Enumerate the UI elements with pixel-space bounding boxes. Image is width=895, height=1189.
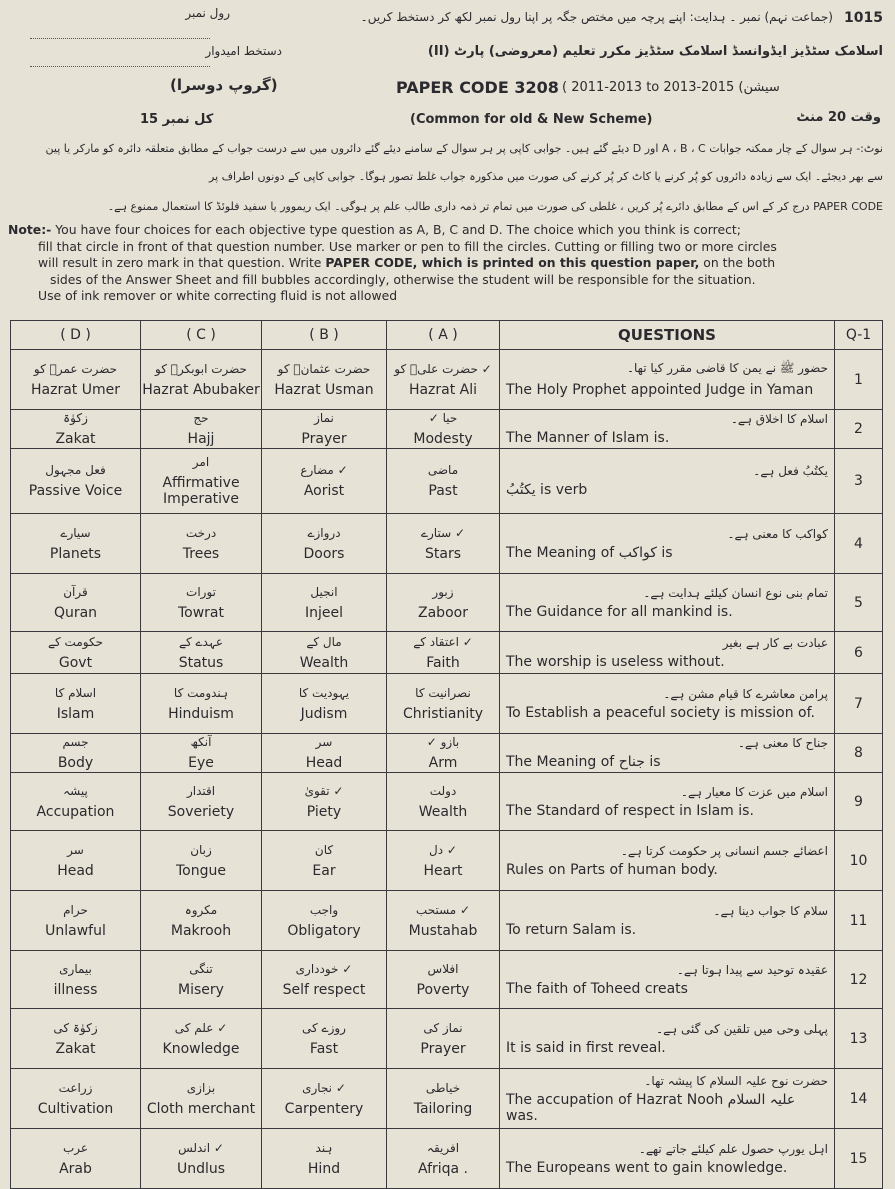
question-number: 6 (835, 632, 883, 674)
option-c (141, 350, 262, 410)
option-a-urdu: ✓ حضرت علیؓ کو (394, 361, 492, 376)
option-a-english: Poverty (416, 981, 470, 998)
option-a-english: Wealth (418, 803, 468, 820)
option-d-english: Zakat (55, 1040, 96, 1057)
roll-no-line (30, 38, 210, 39)
question-text (500, 773, 835, 831)
option-b (262, 1069, 387, 1129)
note-line5: Use of ink remover or white correcting fluid is not allowed (38, 288, 398, 304)
option-b-urdu: یہودیت کا (298, 685, 350, 700)
question-english: Rules on Parts of human body. (506, 861, 718, 878)
table-row (11, 514, 883, 574)
option-d (11, 674, 141, 734)
option-d (11, 574, 141, 632)
option-b-urdu: انجیل (310, 584, 338, 599)
question-english: The worship is useless without. (506, 653, 725, 670)
question-urdu: پہلی وحی میں تلقین کی گئی ہے۔ (656, 1021, 828, 1036)
question-text (500, 514, 835, 574)
option-d (11, 1129, 141, 1189)
table-row (11, 1009, 883, 1069)
option-a (387, 410, 500, 449)
question-number: 8 (835, 734, 883, 773)
question-text (500, 674, 835, 734)
question-urdu: تمام بنی نوع انسان کیلئے ہدایت ہے۔ (643, 585, 828, 600)
question-english: The Holy Prophet appointed Judge in Yaman (506, 382, 814, 398)
option-a (387, 1129, 500, 1189)
option-c-english: Affirmative Imperative (162, 475, 240, 507)
option-a-english: Past (428, 483, 458, 499)
question-number: 9 (835, 773, 883, 831)
question-english: The Europeans went to gain knowledge. (506, 1159, 788, 1176)
question-text (500, 734, 835, 773)
option-a (387, 951, 500, 1009)
time-label: وقت 20 منٹ (796, 110, 881, 125)
header-d: ( D ) (11, 321, 141, 350)
option-d-english: Unlawful (45, 922, 106, 939)
question-text (500, 1009, 835, 1069)
option-d-urdu: حرام (63, 902, 88, 917)
option-c-english: Hazrat Abubaker (142, 381, 260, 398)
option-a (387, 1009, 500, 1069)
question-english: The faith of Toheed creats (506, 980, 688, 997)
option-d-english: Zakat (55, 431, 96, 447)
question-text (500, 410, 835, 449)
question-number: 1 (835, 350, 883, 410)
option-b (262, 1129, 387, 1189)
option-c-urdu: حضرت ابوبکرؓ کو (155, 361, 247, 376)
urdu-note-line1: نوٹ:- ہر سوال کے چار ممکنہ جوابات A ، B ، C اور D دیئے گئے ہیں۔ جوابی کاپی پر ہر سوال کے سامنے دیئے گئے دائروں میں سے درست جواب کے مطابق متعلقہ دائرہ کو مارکر یا پین (45, 142, 883, 155)
paper-number: 1015 (844, 10, 883, 26)
option-a-urdu: ✓ اعتقاد کے (413, 634, 473, 649)
option-c (141, 891, 262, 951)
option-b-english: Fast (309, 1040, 339, 1057)
option-d (11, 891, 141, 951)
paper-code: PAPER CODE 3208 (396, 78, 559, 97)
option-b-urdu: روزے کی (302, 1020, 346, 1035)
option-d (11, 1069, 141, 1129)
question-number: 5 (835, 574, 883, 632)
table-row (11, 410, 883, 449)
option-d-english: Accupation (36, 803, 115, 820)
question-text (500, 632, 835, 674)
option-a (387, 674, 500, 734)
option-b-urdu: حضرت عثمانؓ کو (277, 361, 371, 376)
question-english: The Meaning of جناح is (506, 754, 661, 770)
option-b (262, 831, 387, 891)
option-b-urdu: ✓ خودداری (295, 961, 353, 976)
option-d-english: Body (57, 755, 94, 771)
note-label: Note:- (8, 222, 52, 237)
group-label: (گروپ دوسرا) (170, 76, 278, 94)
option-a (387, 1069, 500, 1129)
option-c-urdu: عہدے کے (178, 634, 224, 649)
sign-line (30, 66, 210, 67)
option-d (11, 734, 141, 773)
option-a (387, 632, 500, 674)
option-c-urdu: مکروہ (184, 902, 218, 917)
option-c-english: Cloth merchant (146, 1100, 256, 1117)
option-a-english: Prayer (420, 1040, 466, 1057)
option-d-urdu: زکوٰۃ کی (53, 1020, 98, 1035)
option-c-english: Hinduism (168, 705, 234, 722)
option-a-urdu: ماضی (427, 463, 459, 477)
note-line4: sides of the Answer Sheet and fill bubbles accordingly, otherwise the student will be responsible for the situation. (50, 271, 756, 287)
question-urdu: کواکب کا معنی ہے۔ (727, 526, 828, 541)
question-urdu: یکتُبُ فعل ہے۔ (753, 464, 828, 478)
option-d-english: Hazrat Umer (31, 381, 120, 398)
option-d-urdu: فعل مجہول (45, 463, 106, 477)
option-c-urdu: درخت (185, 525, 217, 540)
option-c (141, 449, 262, 514)
option-a (387, 350, 500, 410)
option-d-urdu: اسلام کا (54, 685, 97, 700)
option-b (262, 674, 387, 734)
option-d-english: illness (53, 981, 98, 998)
option-d-urdu: جسم (62, 735, 89, 749)
question-urdu: سلام کا جواب دینا ہے۔ (713, 903, 828, 918)
question-text (500, 951, 835, 1009)
option-c-english: Trees (182, 545, 220, 562)
option-c (141, 773, 262, 831)
question-number: 10 (835, 831, 883, 891)
option-b (262, 350, 387, 410)
table-row (11, 674, 883, 734)
option-a-english: Afriqa . (417, 1160, 469, 1177)
option-a-urdu: ✓ دل (429, 842, 457, 857)
option-a-english: Christianity (402, 705, 484, 722)
option-d-english: Islam (56, 705, 95, 722)
option-c-english: Tongue (176, 862, 226, 879)
option-b (262, 410, 387, 449)
table-header-row (11, 321, 883, 350)
option-d-urdu: حکومت کے (47, 634, 103, 649)
question-urdu: حضرت نوح علیہ السلام کا پیشہ تھا۔ (644, 1073, 828, 1088)
option-b (262, 632, 387, 674)
option-a-urdu: ✓ ستارے (420, 525, 466, 540)
option-c-urdu: بزازی (186, 1080, 216, 1095)
question-number: 13 (835, 1009, 883, 1069)
question-urdu: حضور ﷺ نے یمن کا قاضی مقرر کیا تھا۔ (626, 361, 828, 375)
question-urdu: اسلام میں عزت کا معیار ہے۔ (680, 784, 828, 799)
option-d-urdu: سر (67, 842, 84, 857)
question-number: 14 (835, 1069, 883, 1129)
option-b-urdu: مال کے (306, 634, 342, 649)
option-a-urdu: زبور (432, 584, 454, 599)
option-b-urdu: ✓ مضارع (300, 463, 348, 477)
option-a-urdu: بازو ✓ (426, 735, 460, 749)
option-d (11, 350, 141, 410)
urdu-note-line2: سے بھر دیجئے۔ ایک سے زیادہ دائروں کو پُر کرنے یا کاٹ کر پُر کرنے کی صورت میں مذکورہ جواب غلط تصور ہوگا۔ جوابی کاپی کے دونوں اطراف پر (209, 170, 883, 183)
question-urdu: اسلام کا اخلاق ہے۔ (730, 412, 828, 426)
option-c-urdu: تنگی (189, 961, 213, 976)
option-a-english: Zaboor (418, 604, 468, 621)
option-c-english: Makrooh (170, 922, 232, 939)
option-a (387, 734, 500, 773)
option-d-urdu: سیارے (60, 525, 91, 540)
option-b-urdu: سر (315, 735, 333, 749)
table-row (11, 350, 883, 410)
option-d-urdu: زکوٰۃ (63, 411, 88, 425)
question-english: The Meaning of کواکب is (506, 544, 673, 561)
urdu-note-line3: PAPER CODE درج کر کے اس کے مطابق دائرے پُر کریں ، غلطی کی صورت میں تمام تر ذمہ داری طالب علم پر ہوگی۔ ایک ریموور یا سفید فلوئڈ کا استعمال ممنوع ہے۔ (107, 200, 883, 213)
option-d-urdu: عرب (62, 1140, 89, 1155)
option-c (141, 514, 262, 574)
option-a-urdu: افلاس (427, 961, 459, 976)
top-instruction: (جماعت نہم) نمبر ۔ ہدایت: اپنے پرچہ میں مختص جگہ پر اپنا رول نمبر لکھ کر دستخط کریں۔ (360, 10, 833, 24)
option-d (11, 632, 141, 674)
option-a-english: Arm (428, 755, 458, 771)
option-c (141, 632, 262, 674)
question-text (500, 449, 835, 514)
option-b-english: Self respect (282, 981, 366, 998)
option-b-english: Aorist (303, 483, 345, 499)
option-b-english: Doors (303, 545, 345, 562)
question-table (10, 320, 883, 1189)
question-text (500, 831, 835, 891)
option-c-urdu: آنکھ (190, 735, 212, 749)
note-line2: fill that circle in front of that question number. Use marker or pen to fill the circles. Cutting or filling two or more circles (38, 238, 777, 254)
option-b (262, 514, 387, 574)
option-c-urdu: حج (193, 411, 209, 425)
option-c-urdu: تورات (186, 584, 216, 599)
question-urdu: عبادت بے کار ہے بغیر (722, 635, 828, 650)
option-b-urdu: واجب (309, 902, 339, 917)
table-row (11, 891, 883, 951)
option-b (262, 1009, 387, 1069)
option-d (11, 831, 141, 891)
question-english: یکتُبُ is verb (506, 482, 588, 498)
option-b-urdu: کان (314, 842, 334, 857)
option-c-urdu: ✓ علم کی (174, 1020, 228, 1035)
question-english: The Standard of respect in Islam is. (506, 802, 754, 819)
option-d (11, 951, 141, 1009)
question-text (500, 574, 835, 632)
question-text (500, 891, 835, 951)
table-row (11, 1129, 883, 1189)
option-c-english: Soveriety (167, 803, 235, 820)
option-b (262, 773, 387, 831)
option-a-english: Mustahab (408, 922, 478, 939)
header-b: ( B ) (262, 321, 387, 350)
option-d (11, 1009, 141, 1069)
english-note (8, 222, 888, 305)
option-b (262, 449, 387, 514)
question-english: The Guidance for all mankind is. (506, 603, 733, 620)
option-a-urdu: حیا ✓ (428, 411, 458, 425)
option-c (141, 951, 262, 1009)
option-b (262, 734, 387, 773)
option-b-english: Hind (307, 1160, 341, 1177)
note-line1: You have four choices for each objective type question as A, B, C and D. The choice which you think is correct; (55, 222, 741, 237)
option-c-english: Undlus (176, 1160, 226, 1177)
question-number: 2 (835, 410, 883, 449)
option-c-urdu: ✓ اندلس (178, 1140, 224, 1155)
option-b-english: Piety (306, 803, 342, 820)
option-c-english: Towrat (177, 604, 224, 621)
option-c-english: Eye (188, 755, 214, 771)
option-c (141, 1129, 262, 1189)
option-d-english: Quran (53, 604, 98, 621)
table-row (11, 632, 883, 674)
option-c-english: Knowledge (162, 1040, 240, 1057)
option-a-urdu: ✓ مستحب (415, 902, 471, 917)
option-c (141, 1009, 262, 1069)
question-urdu: اہل یورپ حصول علم کیلئے جاتے تھے۔ (638, 1141, 828, 1156)
table-row (11, 449, 883, 514)
option-c-english: Misery (178, 981, 224, 998)
option-a-urdu: خیاطی (425, 1080, 461, 1095)
question-english: To return Salam is. (506, 921, 637, 938)
option-c-urdu: اقتدار (186, 783, 216, 798)
roll-no-label: رول نمبر (185, 6, 230, 20)
option-b-english: Ear (312, 862, 336, 879)
option-c-english: Hajj (187, 431, 215, 447)
option-d (11, 410, 141, 449)
option-a-english: Hazrat Ali (408, 381, 478, 398)
question-english: It is said in first reveal. (506, 1039, 666, 1056)
question-urdu: عقیدہ توحید سے پیدا ہوتا ہے۔ (676, 962, 828, 977)
option-b-english: Judism (300, 705, 348, 722)
option-b-english: Prayer (301, 431, 347, 447)
note-line3a: will result in zero mark in that question. Write (38, 255, 326, 271)
option-b-english: Hazrat Usman (274, 381, 374, 398)
option-d-urdu: قرآن (63, 584, 88, 599)
question-number: 11 (835, 891, 883, 951)
option-b-english: Injeel (304, 604, 343, 621)
option-a-english: Heart (423, 862, 463, 879)
question-english: The Manner of Islam is. (506, 430, 670, 446)
option-b-urdu: ہند (315, 1140, 333, 1155)
option-b (262, 891, 387, 951)
option-b-english: Head (305, 755, 343, 771)
option-d-english: Head (57, 862, 94, 879)
question-number: 3 (835, 449, 883, 514)
option-a (387, 773, 500, 831)
option-d-urdu: زراعت (58, 1080, 93, 1095)
question-number: 4 (835, 514, 883, 574)
question-number: 12 (835, 951, 883, 1009)
option-a-english: Modesty (413, 431, 473, 447)
option-c-urdu: ہندومت کا (173, 685, 229, 700)
option-a (387, 449, 500, 514)
question-text (500, 1069, 835, 1129)
table-row (11, 773, 883, 831)
option-d-urdu: بیماری (59, 961, 92, 976)
option-c-urdu: امر (192, 455, 210, 469)
option-d-english: Passive Voice (28, 483, 123, 499)
note-line3c: on the both (699, 255, 776, 271)
question-urdu: جناح کا معنی ہے۔ (737, 736, 828, 750)
header-a: ( A ) (387, 321, 500, 350)
option-d-english: Govt (58, 654, 93, 671)
header-q1: Q-1 (835, 321, 883, 350)
option-a-urdu: نماز کی (423, 1020, 463, 1035)
header-c: ( C ) (141, 321, 262, 350)
option-a (387, 514, 500, 574)
question-number: 7 (835, 674, 883, 734)
option-c (141, 1069, 262, 1129)
option-a-urdu: نصرانیت کا (415, 685, 471, 700)
option-a (387, 574, 500, 632)
option-a-english: Stars (424, 545, 461, 562)
option-b-english: Carpentery (284, 1100, 364, 1117)
question-text (500, 1129, 835, 1189)
option-b-english: Obligatory (287, 922, 361, 939)
option-d (11, 449, 141, 514)
option-b-english: Wealth (299, 654, 349, 671)
option-d (11, 773, 141, 831)
option-a-urdu: افریقہ (426, 1140, 460, 1155)
option-d-english: Arab (59, 1160, 92, 1177)
session: ( 2011-2013 to 2013-2015 (سیشن (562, 80, 780, 95)
total-marks: کل نمبر 15 (140, 112, 214, 127)
option-c (141, 410, 262, 449)
question-english: To Establish a peaceful society is mission of. (506, 704, 815, 721)
option-b-urdu: ✓ تقویٰ (304, 783, 344, 798)
option-d-english: Cultivation (37, 1100, 114, 1117)
table-row (11, 831, 883, 891)
option-a (387, 831, 500, 891)
option-c (141, 574, 262, 632)
option-a-english: Faith (426, 654, 460, 671)
option-a-english: Tailoring (413, 1100, 473, 1117)
header-questions: QUESTIONS (500, 321, 835, 350)
question-text (500, 350, 835, 410)
question-number: 15 (835, 1129, 883, 1189)
option-d-urdu: پیشہ (63, 783, 88, 798)
candidate-sign-label: دستخط امیدوار (205, 44, 282, 58)
option-b-urdu: نماز (314, 411, 334, 425)
table-row (11, 1069, 883, 1129)
option-c-urdu: زبان (190, 842, 212, 857)
option-a-urdu: دولت (429, 783, 457, 798)
option-d (11, 514, 141, 574)
option-a (387, 891, 500, 951)
option-c (141, 734, 262, 773)
option-d-urdu: حضرت عمرؓ کو (33, 361, 118, 376)
option-d-english: Planets (49, 545, 102, 562)
table-row (11, 574, 883, 632)
note-line3b: PAPER CODE, which is printed on this question paper, (325, 255, 700, 271)
question-urdu: اعضائے جسم انسانی پر حکومت کرتا ہے۔ (620, 843, 828, 858)
subject-title: اسلامک سٹڈیز ایڈوانسڈ اسلامک سٹڈیز مکرر تعلیم (معروضی) پارٹ (II) (427, 44, 883, 59)
table-row (11, 734, 883, 773)
option-b-urdu: ✓ نجاری (302, 1080, 346, 1095)
question-english: The accupation of Hazrat Nooh علیہ السلام was. (506, 1091, 796, 1124)
option-c (141, 831, 262, 891)
scheme: (Common for old & New Scheme) (410, 112, 653, 127)
option-c (141, 674, 262, 734)
table-row (11, 951, 883, 1009)
option-c-english: Status (178, 654, 224, 671)
option-b-urdu: دروازے (307, 525, 341, 540)
option-b (262, 951, 387, 1009)
option-b (262, 574, 387, 632)
question-urdu: پرامن معاشرے کا قیام مشن ہے۔ (663, 686, 828, 701)
